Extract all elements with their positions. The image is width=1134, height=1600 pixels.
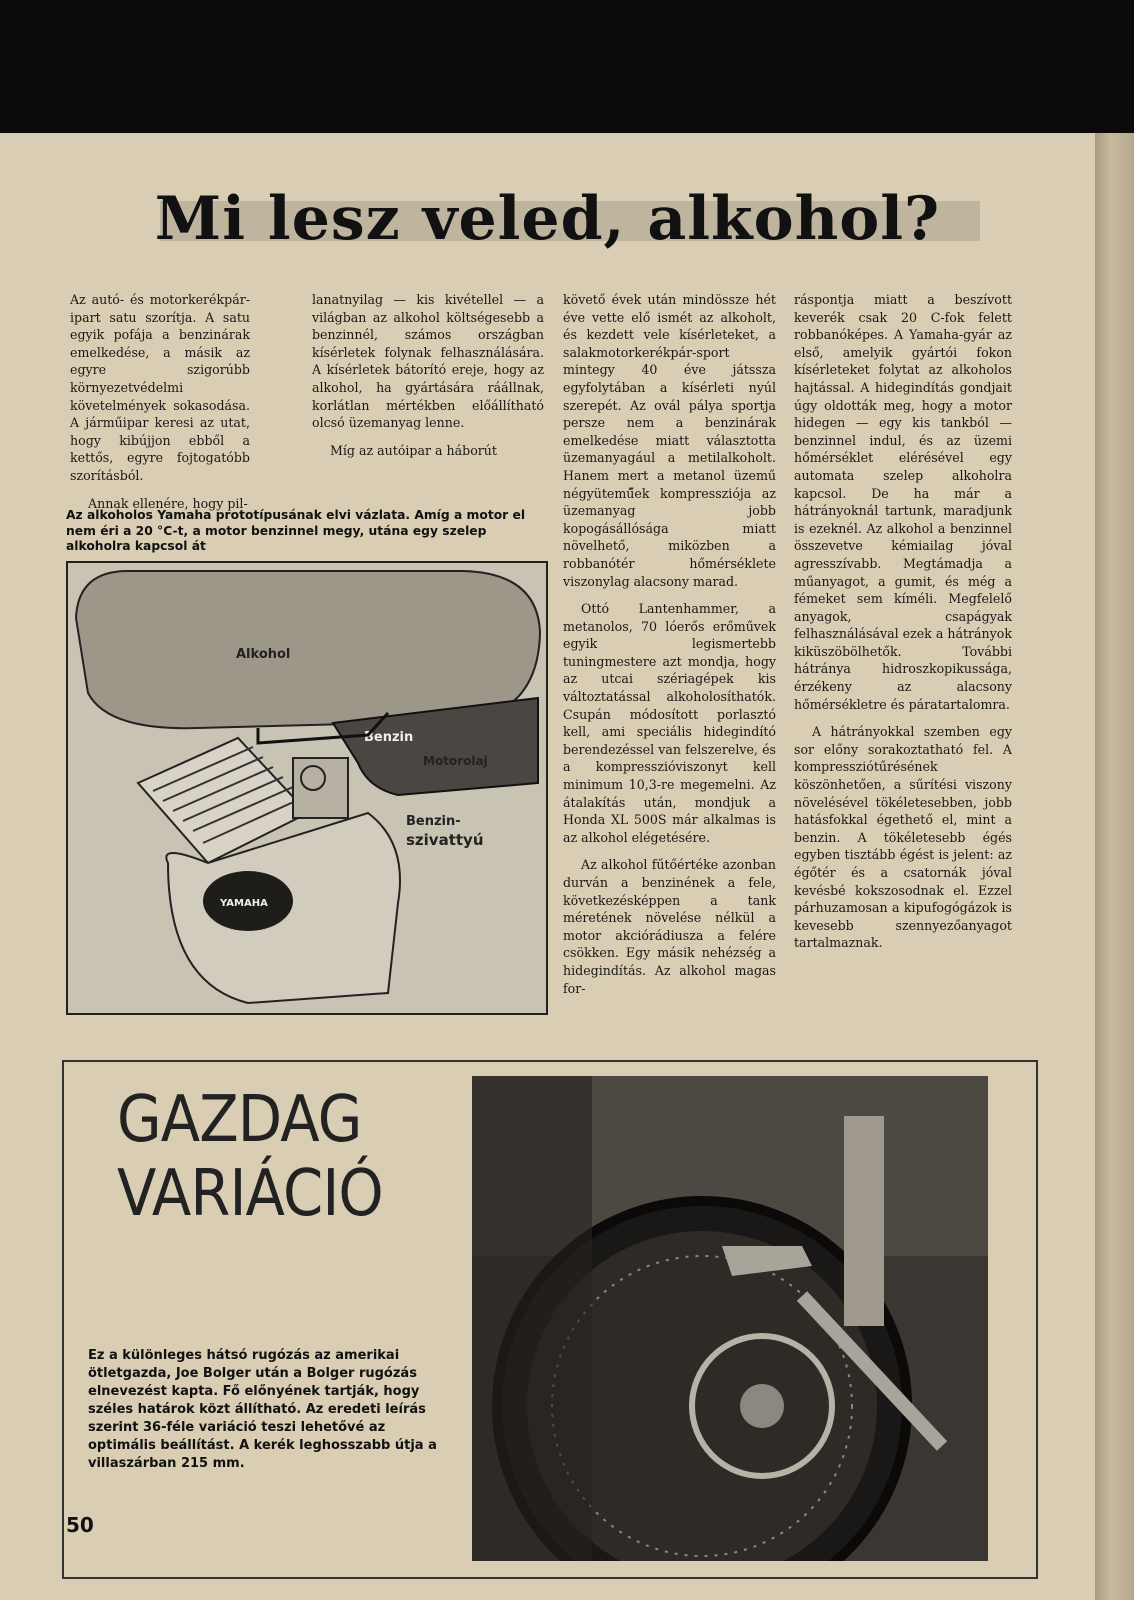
feature-title-line-2: VARIÁCIÓ <box>117 1157 383 1231</box>
paragraph: Az alkohol fűtőértéke azonban durván a benzinének a fele, következésképpen a tank méretének növelése nélkül a motor akciórádiusza a felére csökken. Egy másik nehézség a hidegindítás. Az alkohol magas for- <box>563 857 776 996</box>
pump-label-2: szivattyú <box>406 831 484 849</box>
feature-caption: Ez a különleges hátsó rugózás az amerikai ötletgazda, Joe Bolger után a Bolger rugózás elnevezést kapta. Fő előnyének tartják, hogy széles határok közt állítható. Az eredeti leírás szerint 36-féle variáció teszi lehetővé az optimális beállítást. A kerék leghosszabb útja a villaszárban 215 mm. <box>88 1348 437 1471</box>
facing-page-edge <box>1095 133 1134 1600</box>
alcohol-tank-shape <box>76 571 540 728</box>
oil-tank-label: Motorolaj <box>423 754 488 768</box>
engine-diagram <box>66 561 548 1015</box>
diagram-caption: Az alkoholos Yamaha prototípusának elvi vázlata. Amíg a motor el nem éri a 20 °C-t, a motor benzinnel megy, utána egy szelep alkoholra kapcsol át <box>66 508 526 553</box>
rear-suspension-photo <box>472 1076 988 1561</box>
paragraph: lanatnyilag — kis kivétellel — a világban az alkohol költségesebb a benzinnél, számos országban kísérletek folynak felhasználására. A kísérletek bátorító ereje, hogy az alkohol, ha gyártására ráállnak, korlátlan mértékben előállítható olcsó üzemanyag lenne. <box>312 292 544 431</box>
paragraph: Annak ellenére, hogy pil- <box>88 495 248 511</box>
article-column-3 <box>563 291 776 997</box>
headline-text: Mi lesz veled, alkohol? <box>154 184 941 254</box>
paragraph: ráspontja miatt a beszívott keverék csak 20 C-fok felett robbanóképes. A Yamaha-gyár az első, amelyik gyártói fokon kísérleteket folytat az alkoholos hajtással. A hidegindítás gondjait úgy oldották meg, hogy a motor hidegen — egy kis tankból — benzinnel indul, és az üzemi hőmérséklet elérésével egy automata szelep alkoholra kapcsol. De ha már a hátrányoknál tartunk, maradjunk is ezeknél. Az alkohol a benzinnel összevetve kémiailag jóval agresszívabb. Megtámadja a műanyagot, a gumit, és még a fémeket sem kíméli. Megfelelő anyagok, csapágyak felhasználásával ezek a hátrányok kiküszöbölhetők. További hátránya hidroszkopikussága, érzékeny az alacsony hőmérsékletre és páratartalomra. <box>794 292 1012 712</box>
article-column-4 <box>794 291 1012 952</box>
paragraph: A hátrányokkal szemben egy sor előny sorakoztatható fel. A kompressziótűrésének köszönhetően, a sűrítési viszony növelésével tökéletesebben, jobb hatásfokkal égethető el, mint a benzin. A tökéletesebb égés egyben tisztább égést is jelent: az égőtér és a csatornák jóval kevésbé kokszosodnak el. Ezzel párhuzamosan a kipufogógázok is kevesebb szennyezőanyagot tartalmaznak. <box>794 724 1012 951</box>
page-number: 50 <box>66 1513 94 1537</box>
article-column-1 <box>70 291 250 512</box>
petrol-tank-label: Benzin <box>364 730 414 745</box>
engine-diagram-drawing <box>68 563 546 1013</box>
magazine-page <box>0 133 1095 1600</box>
feature-title <box>117 1083 414 1231</box>
headline <box>0 183 1095 255</box>
rear-suspension-photo-drawing <box>472 1076 988 1561</box>
alcohol-tank-label: Alkohol <box>236 647 291 662</box>
pump-label-1: Benzin- <box>406 814 461 829</box>
paragraph: Ottó Lantenhammer, a metanolos, 70 lóerős erőművek egyik legismertebb tuningmestere azt mondja, hogy az utcai szériagépek kis változtatással alkoholosíthatók. Csupán módosított porlasztó kell, ami speciális hidegindító berendezéssel van felszerelve, és a kompresszióviszonyt kell minimum 10,3-re megemelni. Az átalakítás után, mondjuk a Honda XL 500S már alkalmas is az alkohol elégetésére. <box>563 601 776 845</box>
yamaha-badge-label: YAMAHA <box>220 898 268 909</box>
article-column-2 <box>312 291 544 459</box>
paragraph: Az autó- és motorkerékpár-ipart satu szorítja. A satu egyik pofája a benzinárak emelkedése, a másik az egyre szigorúbb környezetvédelmi követelmények sokasodása. A járműipar keresi az utat, hogy kibújjon ebből a kettős, egyre fojtogatóbb szorításból. <box>70 292 250 483</box>
feature-title-line-1: GAZDAG <box>117 1083 362 1157</box>
paragraph: követő évek után mindössze hét éve vette elő ismét az alkoholt, és kezdett vele kísérleteket, a salakmotorkerékpár-sport mintegy 40 éve játssza egyfolytában a kísérleti nyúl szerepét. Az ovál pálya sportja persze nem a benzinárak emelkedése miatt választotta üzemanyagául a metilalkoholt. Hanem mert a metanol üzemű négyütemű̋ek kompressziója az üzemanyag jobb kopogásállósága miatt növelhető, miközben a robbanótér hőmérséklete viszonylag alacsony marad. <box>563 292 776 589</box>
paragraph: Míg az autóipar a háborút <box>330 442 497 458</box>
